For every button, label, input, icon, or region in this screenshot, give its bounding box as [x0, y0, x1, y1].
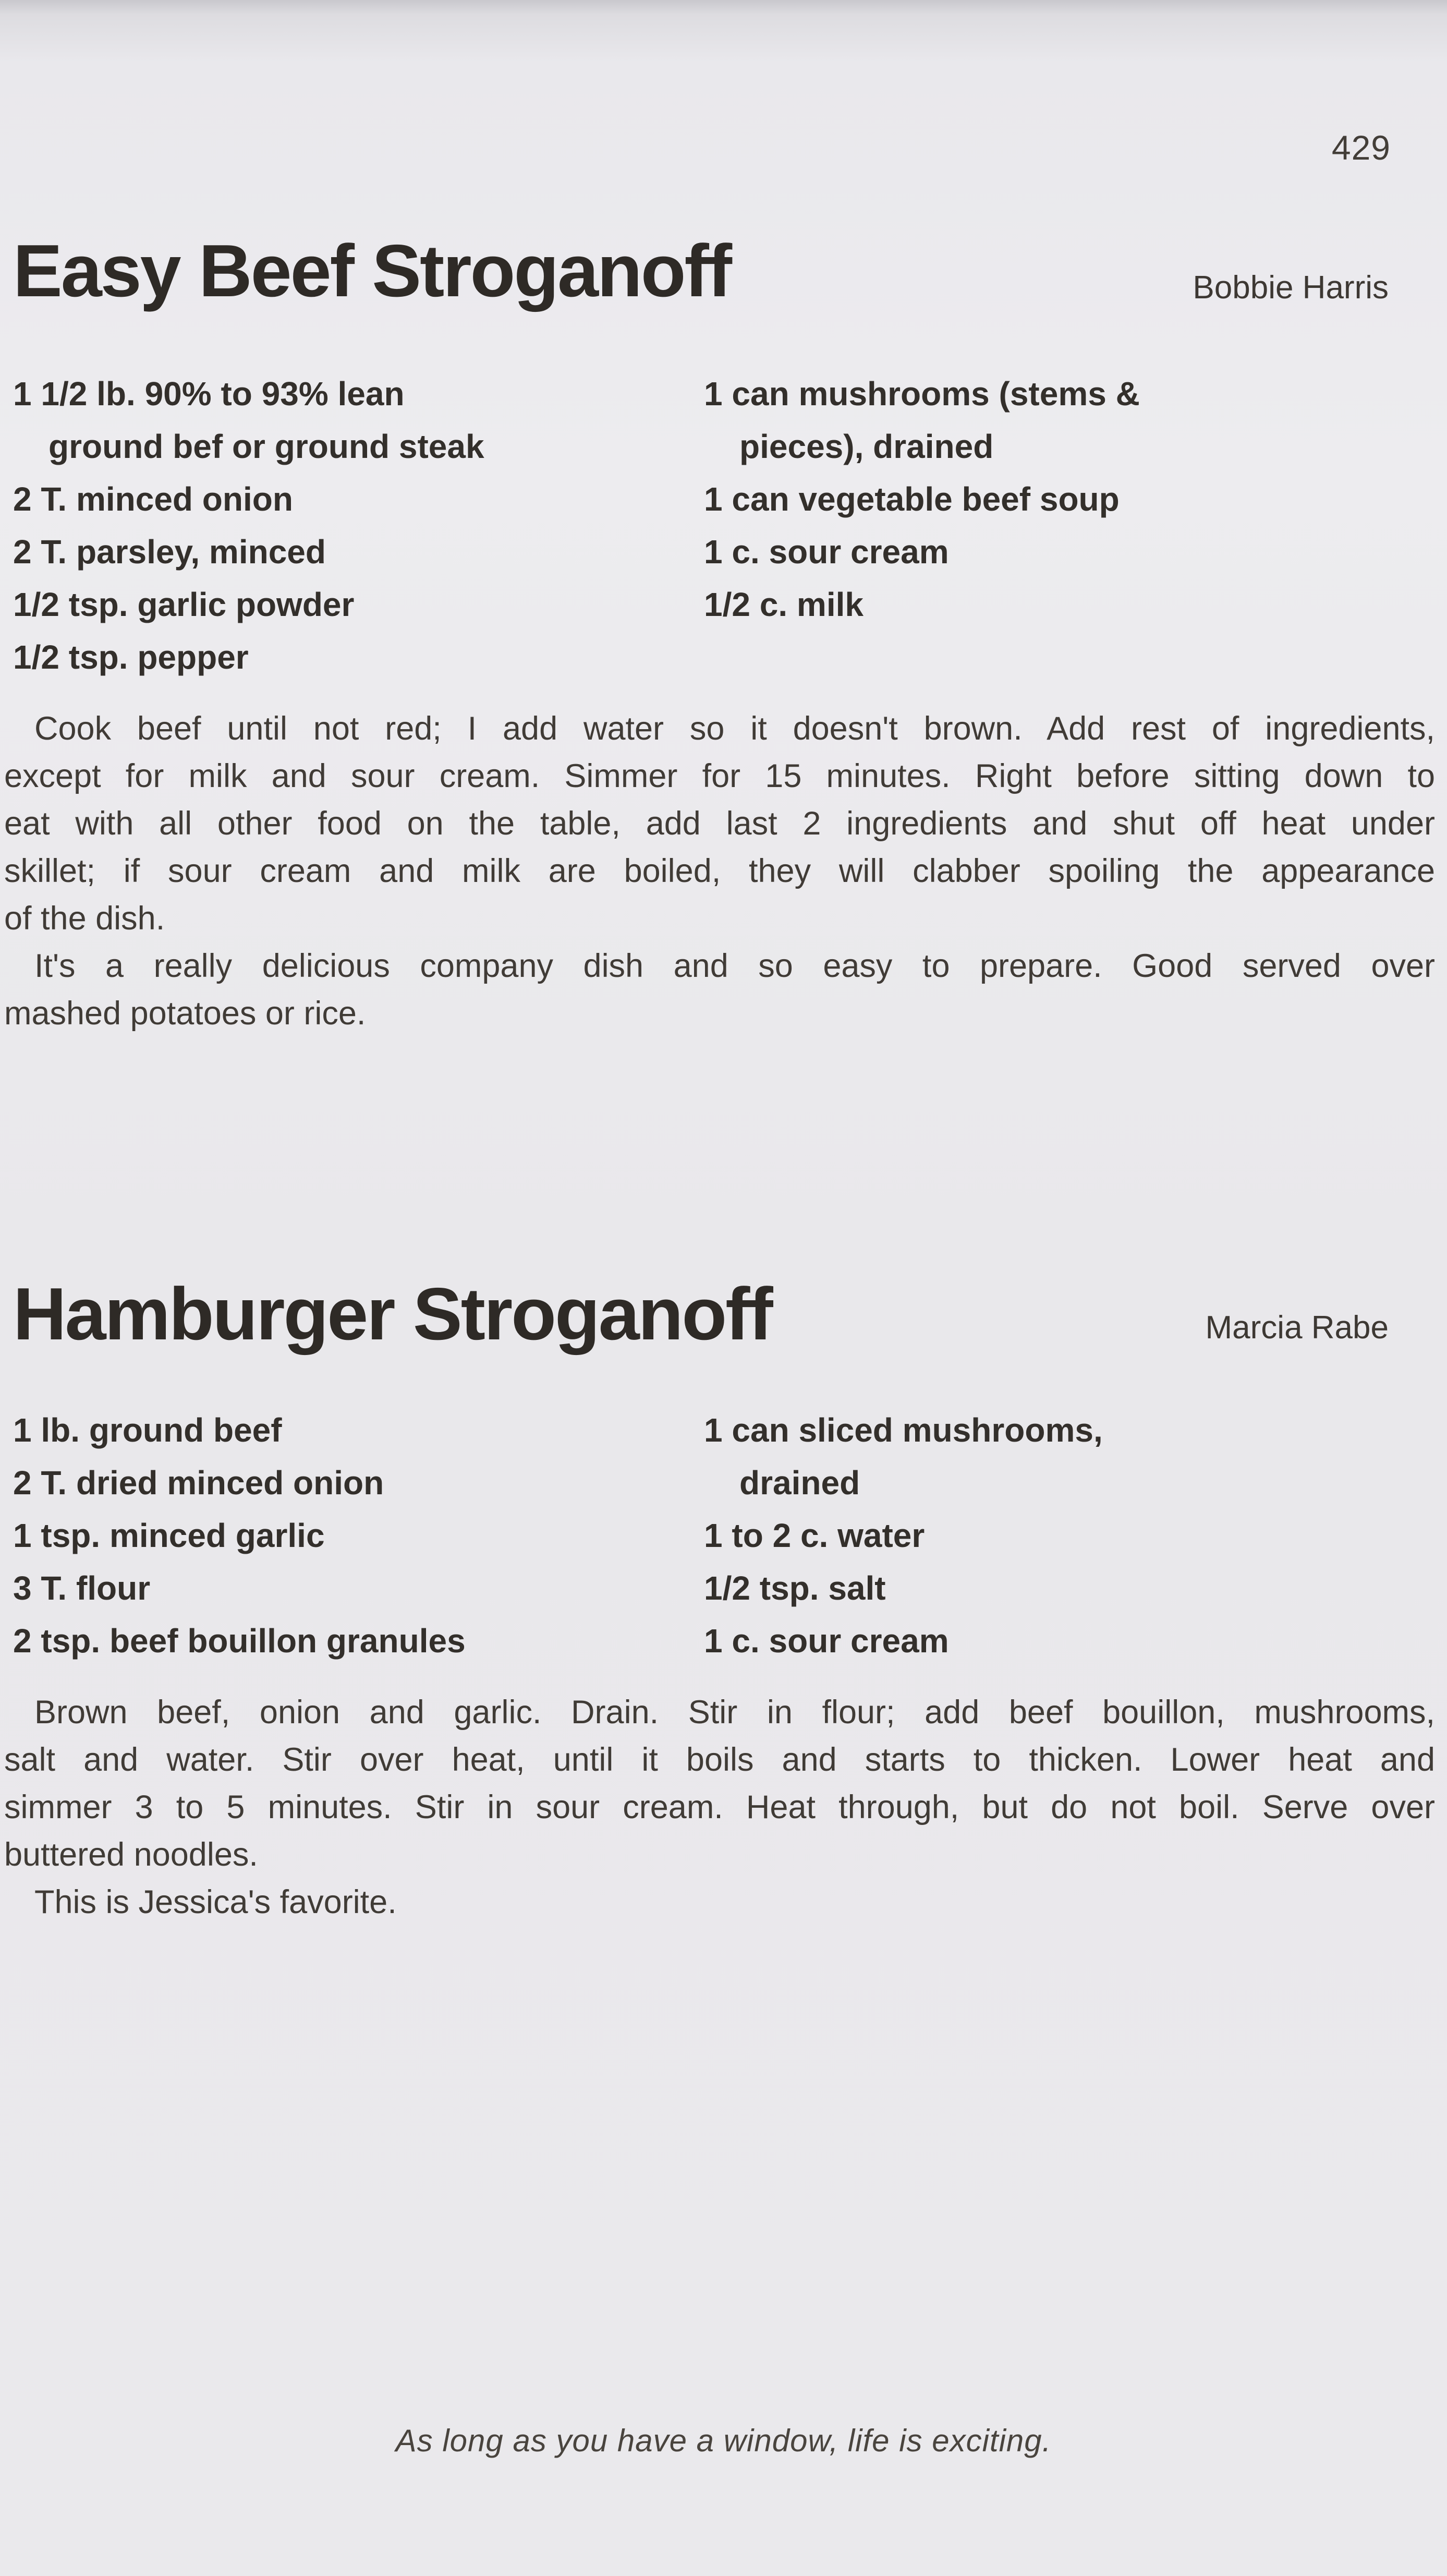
ingredient-line: 1 c. sour cream: [704, 533, 949, 571]
ingredient-line: 1 can mushrooms (stems &: [704, 375, 1140, 413]
paragraph-line: eat with all other food on the table, add last 2 ingredients and shut off heat under: [4, 805, 1435, 842]
recipe2-author: Marcia Rabe: [1205, 1310, 1389, 1346]
ingredient-line: 1 1/2 lb. 90% to 93% lean: [13, 375, 405, 413]
recipe1-title: Easy Beef Stroganoff: [13, 229, 731, 312]
paragraph-line: buttered noodles.: [4, 1836, 258, 1873]
recipe1-instructions: [4, 705, 1435, 1037]
ingredient-line: 2 T. dried minced onion: [13, 1464, 384, 1502]
paragraph-line: mashed potatoes or rice.: [4, 995, 366, 1032]
ingredient-line: 1 lb. ground beef: [13, 1411, 282, 1449]
ingredient-line: 2 T. minced onion: [13, 480, 293, 518]
paragraph-line: This is Jessica's favorite.: [34, 1884, 397, 1920]
paragraph-line: of the dish.: [4, 900, 165, 937]
paragraph-line: Brown beef, onion and garlic. Drain. Stir in flour; add beef bouillon, mushrooms,: [34, 1694, 1435, 1731]
ingredient-line: ground bef or ground steak: [48, 428, 484, 465]
paragraph-line: except for milk and sour cream. Simmer for 15 minutes. Right before sitting down to: [4, 758, 1435, 794]
ingredient-line: pieces), drained: [739, 428, 994, 465]
page-number: 429: [1331, 128, 1391, 167]
paragraph-line: skillet; if sour cream and milk are boiled, they will clabber spoiling the appearance: [4, 853, 1435, 889]
footer-quote: As long as you have a window, life is exciting.: [395, 2423, 1052, 2458]
paragraph-line: Cook beef until not red; I add water so it doesn't brown. Add rest of ingredients,: [34, 710, 1435, 747]
ingredient-line: 1/2 c. milk: [704, 586, 864, 623]
recipe1-author: Bobbie Harris: [1193, 270, 1389, 306]
ingredient-line: 1 tsp. minced garlic: [13, 1517, 325, 1554]
ingredient-line: 3 T. flour: [13, 1569, 151, 1607]
paragraph-line: It's a really delicious company dish and so easy to prepare. Good served over: [34, 948, 1435, 984]
recipe2-ingredients-col1: [13, 1404, 466, 1667]
ingredient-line: 2 T. parsley, minced: [13, 533, 326, 571]
ingredient-line: 1/2 tsp. pepper: [13, 638, 249, 676]
recipe1-ingredients-col1: [13, 368, 484, 684]
ingredient-line: 1 c. sour cream: [704, 1622, 949, 1660]
ingredient-line: 1/2 tsp. garlic powder: [13, 586, 355, 623]
ingredient-line: 1 to 2 c. water: [704, 1517, 925, 1554]
ingredient-line: 1 can sliced mushrooms,: [704, 1411, 1103, 1449]
recipe2-instructions: [4, 1689, 1435, 1926]
ingredient-line: 2 tsp. beef bouillon granules: [13, 1622, 466, 1660]
recipe1-ingredients-col2: [704, 368, 1140, 631]
recipe2-title: Hamburger Stroganoff: [13, 1273, 772, 1356]
paragraph-line: salt and water. Stir over heat, until it boils and starts to thicken. Lower heat and: [4, 1741, 1435, 1778]
ingredient-line: drained: [739, 1464, 860, 1502]
paragraph-line: simmer 3 to 5 minutes. Stir in sour cream. Heat through, but do not boil. Serve over: [4, 1789, 1435, 1825]
recipe2-ingredients-col2: [704, 1404, 1103, 1667]
ingredient-line: 1/2 tsp. salt: [704, 1569, 886, 1607]
ingredient-line: 1 can vegetable beef soup: [704, 480, 1120, 518]
